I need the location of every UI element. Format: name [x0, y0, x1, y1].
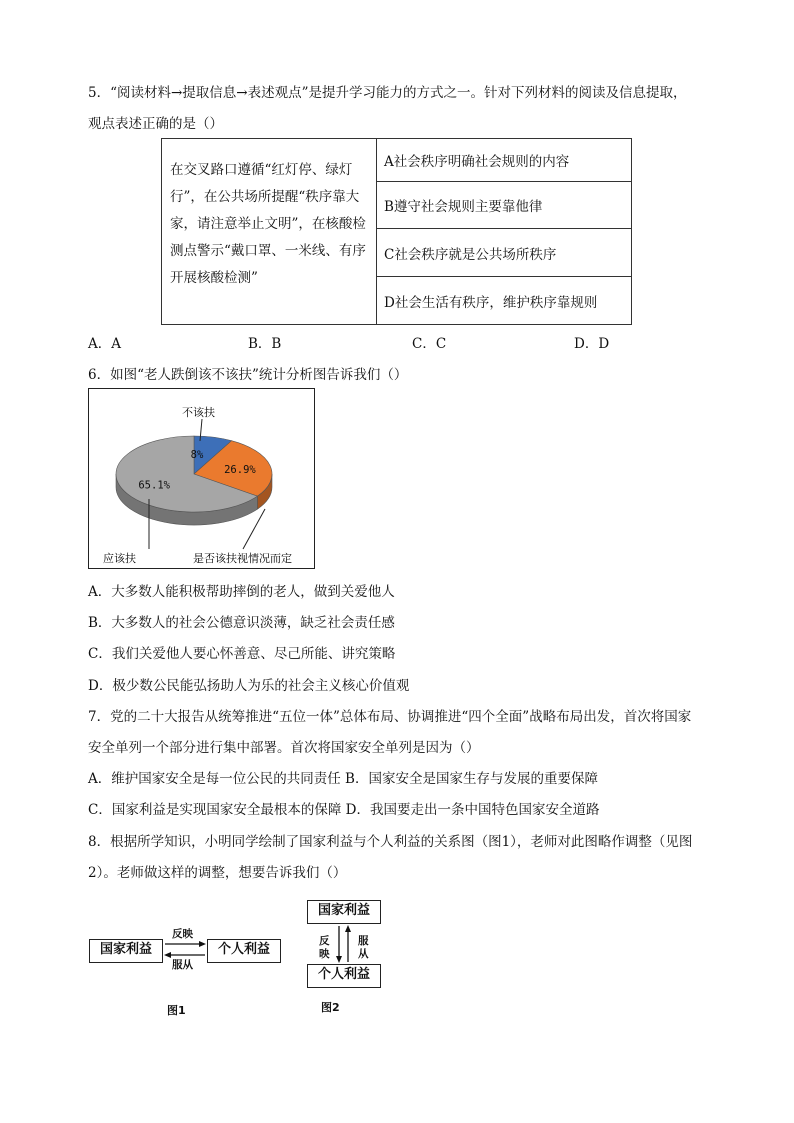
- choice-d: D社会生活有秩序，维护秩序靠规则: [384, 295, 598, 311]
- q6-option-c: C．我们关爱他人要心怀善意、尽己所能、讲究策略: [88, 646, 396, 662]
- q5-choice-row: [377, 139, 631, 182]
- q5-material-text: [170, 157, 366, 292]
- pie-chart-frame: [88, 388, 315, 569]
- legend-label-no: 不该扶: [182, 406, 215, 419]
- legend-label-yes: 应该扶: [103, 552, 136, 565]
- q8-stem-line2: 2）。老师做这样的调整，想要告诉我们（）: [88, 865, 347, 881]
- q5-option-d: D．D: [574, 336, 610, 352]
- fig2-obey-label-1: 服: [358, 935, 369, 947]
- fig2-national-interest-box: 国家利益: [307, 900, 381, 924]
- fig1-obey-label: 服从: [172, 959, 193, 971]
- legend-label-depends: 是否该扶视情况而定: [193, 552, 292, 565]
- pie-chart: [89, 389, 313, 567]
- q6-option-d: D．极少数公民能弘扬助人为乐的社会主义核心价值观: [88, 678, 410, 694]
- q7-options-ab: A．维护国家安全是每一位公民的共同责任 B．国家安全是国家生存与发展的重要保障: [88, 771, 598, 787]
- q6-option-b: B．大多数人的社会公德意识淡薄，缺乏社会责任感: [88, 615, 395, 631]
- material-line: 在交叉路口遵循“红灯停、绿灯: [170, 162, 353, 178]
- q6-stem: 6．如图“老人跌倒该不该扶”统计分析图告诉我们（）: [88, 367, 408, 383]
- fig2-reflect-label-2: 映: [319, 948, 330, 960]
- q5-choice-row: [377, 182, 631, 229]
- q5-option-b: B．B: [248, 336, 282, 352]
- choice-c: C社会秩序就是公共场所秩序: [384, 247, 557, 263]
- choice-a: A社会秩序明确社会规则的内容: [384, 154, 570, 170]
- q7-stem-line2: 安全单列一个部分进行集中部署。首次将国家安全单列是因为（）: [88, 740, 480, 756]
- fig1-arrows: [163, 936, 207, 966]
- q5-option-c: C．C: [412, 336, 447, 352]
- choice-b: B遵守社会规则主要靠他律: [384, 199, 543, 215]
- q5-option-a: A．A: [88, 336, 121, 352]
- fig2-personal-interest-box: 个人利益: [307, 964, 381, 988]
- pie-value-label-2: 65.1%: [138, 479, 170, 492]
- q5-material-cell: [162, 139, 377, 324]
- fig1-national-interest-box: 国家利益: [89, 939, 163, 963]
- q6-option-a: A．大多数人能积极帮助摔倒的老人，做到关爱他人: [88, 584, 395, 600]
- q7-options-cd: C．国家利益是实现国家安全最根本的保障 D．我国要走出一条中国特色国家安全道路: [88, 802, 600, 818]
- pie-value-label-1: 26.9%: [224, 464, 256, 477]
- fig2-obey-label-2: 从: [358, 948, 369, 960]
- q5-material-table: [161, 138, 632, 325]
- fig2-caption: 图2: [321, 1001, 340, 1014]
- fig1-reflect-label: 反映: [172, 928, 193, 940]
- pie-value-label-0: 8%: [190, 448, 204, 461]
- q7-stem-line1: 7．党的二十大报告从统筹推进“五位一体”总体布局、协调推进“四个全面”战略布局出发，首次将国家: [88, 709, 692, 725]
- fig1-caption: 图1: [167, 1004, 186, 1017]
- q5-stem-line1: 5．“阅读材料→提取信息→表述观点”是提升学习能力的方式之一。针对下列材料的阅读及信息提取，: [88, 85, 687, 101]
- q5-choice-row: [377, 277, 631, 324]
- q5-choice-row: [377, 229, 631, 277]
- q5-stem-line2: 观点表述正确的是（）: [88, 116, 223, 132]
- material-line: 测点警示“戴口罩、一米线、有序: [170, 243, 366, 259]
- fig1-personal-interest-box: 个人利益: [207, 939, 281, 963]
- material-line: 家，请注意举止文明”，在核酸检: [170, 216, 366, 232]
- q8-stem-line1: 8．根据所学知识，小明同学绘制了国家利益与个人利益的关系图（图1），老师对此图略作调整（见图: [88, 834, 693, 850]
- material-line: 行”，在公共场所提醒“秩序靠大: [170, 189, 360, 205]
- material-line: 开展核酸检测”: [170, 270, 258, 286]
- fig2-arrows: [334, 924, 354, 964]
- fig2-reflect-label-1: 反: [319, 935, 330, 947]
